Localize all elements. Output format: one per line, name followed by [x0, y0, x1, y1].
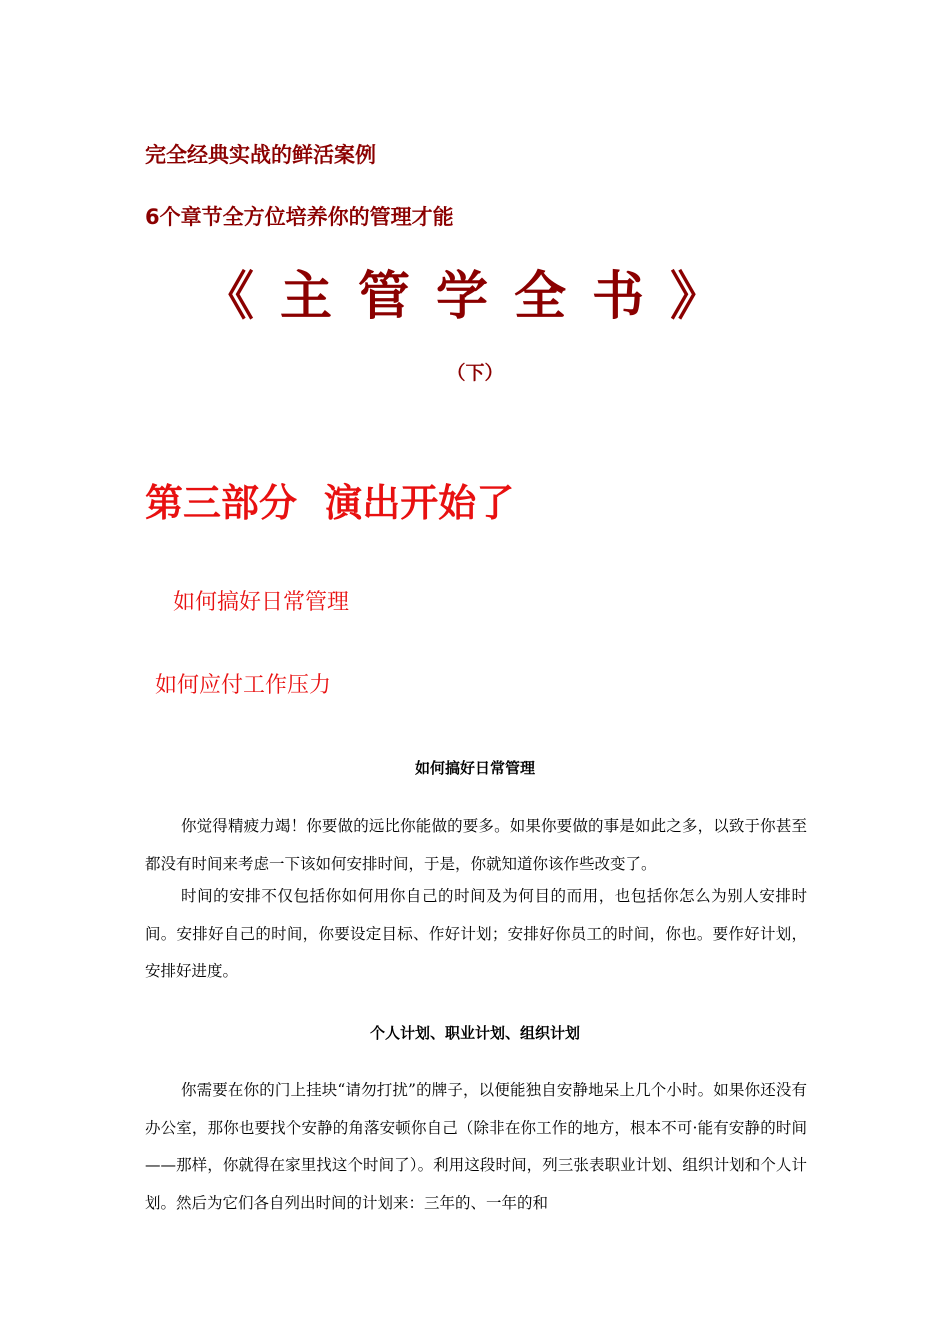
subtagline: 6个章节全方位培养你的管理才能: [145, 205, 454, 229]
body-paragraph: 你需要在你的门上挂块“请勿打扰”的牌子，以便能独自安静地呆上几个小时。如果你还没有办公室，那你也要找个安静的角落安顿你自己（除非在你工作的地方，根本不可·能有安静的时间——那样，你就得在家里找这个时间了）。利用这段时间，列三张表职业计划、组织计划和个人计划。然后为它们各自列出时间的计划来：三年的、一年的和: [145, 1081, 807, 1212]
body-paragraph: 你觉得精疲力竭！你要做的远比你能做的要多。如果你要做的事是如此之多，以致于你甚至都没有时间来考虑一下该如何安排时间，于是，你就知道你该作些改变了。: [145, 817, 807, 873]
tagline: 完全经典实战的鲜活案例: [145, 143, 376, 167]
section-heading-daily-management: 如何搞好日常管理: [414, 759, 535, 777]
book-title: 《主管学全书》: [201, 267, 748, 327]
body-paragraph: 时间的安排不仅包括你如何用你自己的时间及为何目的而用，也包括你怎么为别人安排时间。安排好自己的时间，你要设定目标、作好计划；安排好你员工的时间，你也。要作好计划，安排好进度。: [145, 887, 807, 980]
toc-item-daily-management: 如何搞好日常管理: [173, 590, 350, 615]
volume-label: （下）: [446, 362, 504, 384]
toc-item-work-pressure: 如何应付工作压力: [155, 673, 332, 698]
section-heading-plans: 个人计划、职业计划、组织计划: [369, 1024, 580, 1042]
part-heading: 第三部分 演出开始了: [145, 481, 515, 525]
